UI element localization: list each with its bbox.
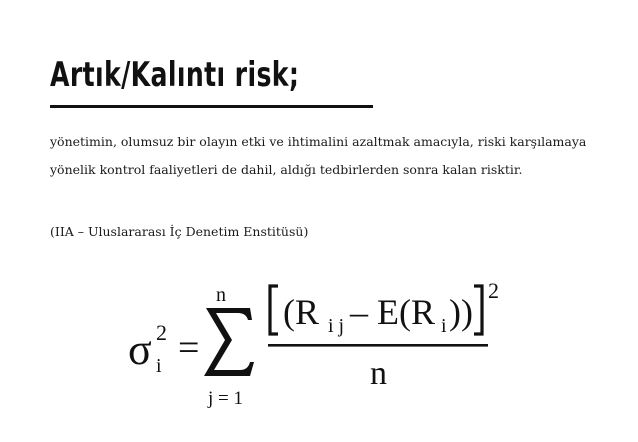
rij-subscript: i j <box>328 315 345 337</box>
definition-text: yönetimin, olumsuz bir olayın etki ve ihtimalini azaltmak amacıyla, riski karşılamaya yönelik kontrol faaliyetleri de dahil, aldığı tedbirlerden sonra kalan risktir. <box>50 134 587 177</box>
variance-formula <box>128 276 528 416</box>
slide-title: Artık/Kalıntı risk; <box>50 55 300 95</box>
numerator-close: )) <box>449 292 473 332</box>
denominator: n <box>370 355 387 392</box>
sum-lower-limit: j = 1 <box>208 388 243 409</box>
formula-equals: = <box>178 327 200 369</box>
title-block <box>50 55 387 95</box>
numerator-minus-e: – E(R <box>350 292 435 332</box>
fraction-bar <box>268 344 488 347</box>
summation-icon <box>204 308 254 376</box>
right-bracket <box>474 286 482 334</box>
formula-sigma-superscript: 2 <box>156 320 167 345</box>
formula-sigma-subscript: i <box>156 355 162 377</box>
sum-upper-limit: n <box>216 284 226 306</box>
outer-exponent: 2 <box>488 278 499 303</box>
ri-subscript: i <box>441 315 447 337</box>
numerator-r-ij: (R <box>283 292 319 332</box>
source-citation: (IIA – Uluslararası İç Denetim Enstitüsü) <box>50 224 309 239</box>
left-bracket <box>270 286 278 334</box>
formula-graphic <box>128 276 528 416</box>
title-underline <box>50 105 373 108</box>
formula-sigma: σ <box>128 325 152 374</box>
